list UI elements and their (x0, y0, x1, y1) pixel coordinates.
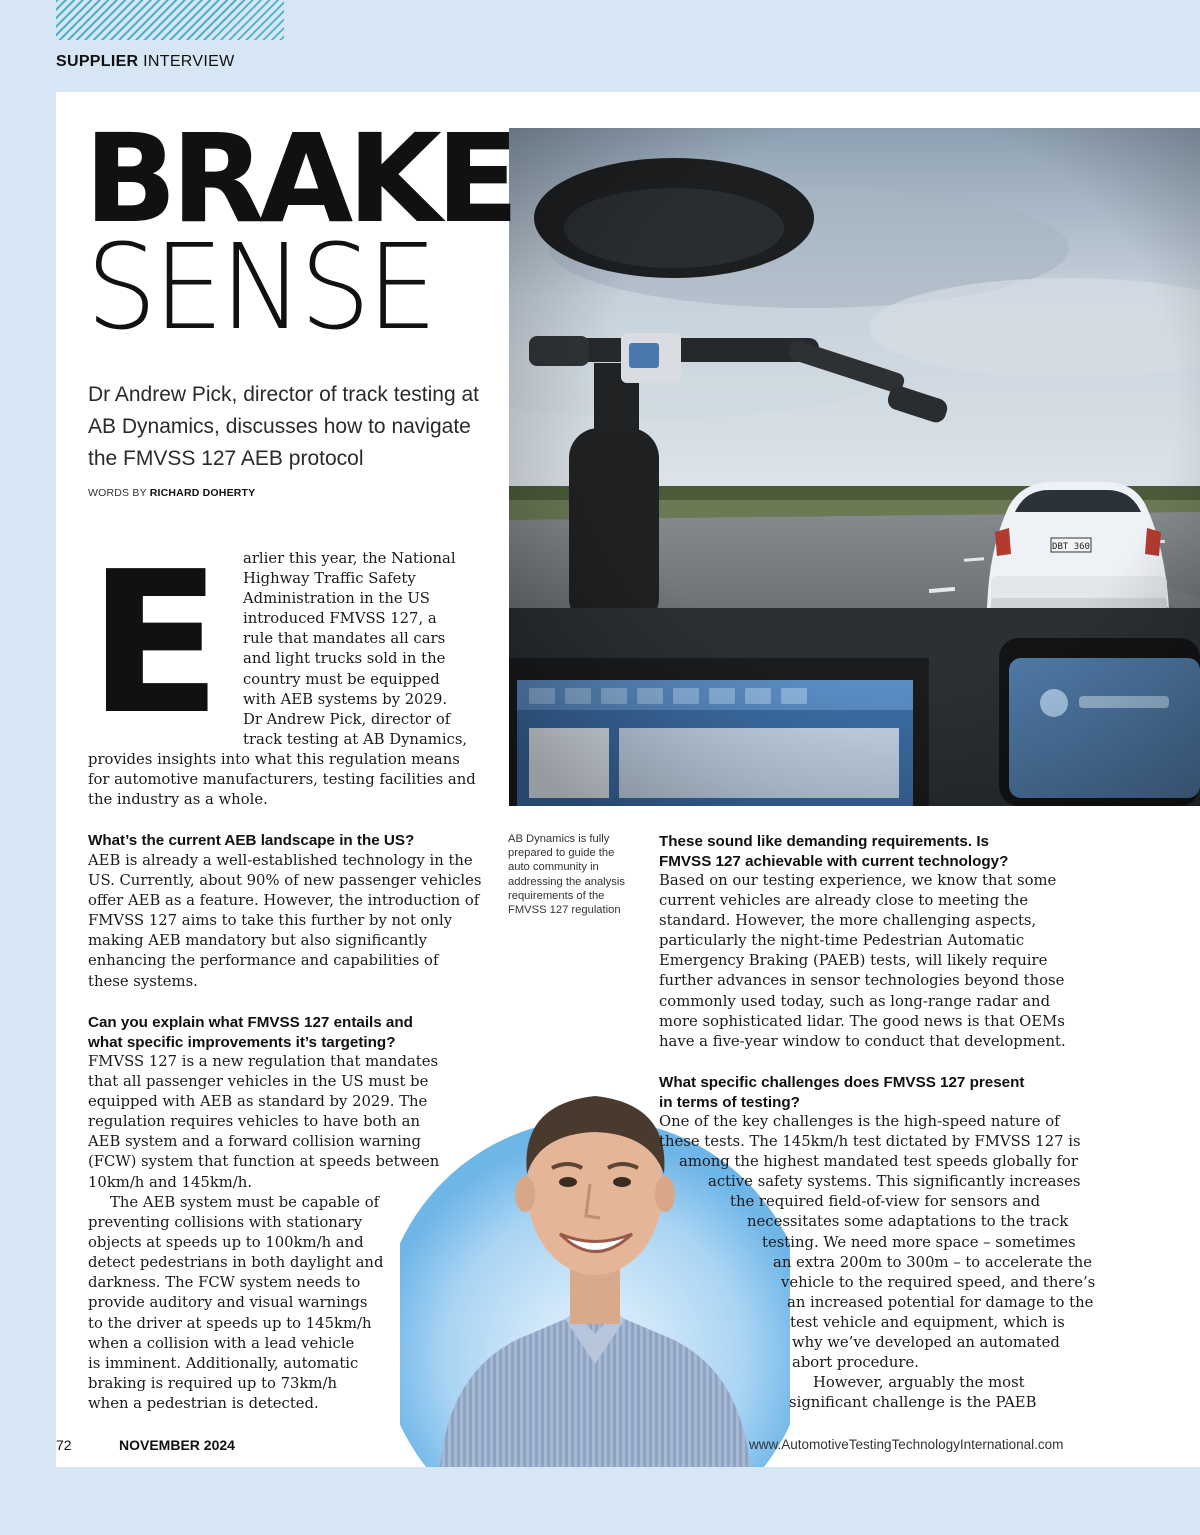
intro-full-lines (88, 750, 476, 810)
answer-line: Emergency Braking (PAEB) tests, will likely require (659, 952, 1048, 970)
intro-line: track testing at AB Dynamics, (243, 730, 468, 748)
answer-line: enhancing the performance and capabilities of (88, 952, 439, 970)
answer-line: (FCW) system that function at speeds between (88, 1153, 440, 1171)
photo-caption: AB Dynamics is fully prepared to guide the auto community in addressing the analysis requirements of the FMVSS 127 regulation (508, 833, 625, 917)
question-heading: What specific challenges does FMVSS 127 present in terms of testing? (659, 1074, 1025, 1111)
answer-line: AEB system and a forward collision warning (88, 1133, 421, 1151)
answer-line: braking is required up to 73km/h (88, 1374, 337, 1392)
answer-line: AEB is already a well-established technology in the (88, 852, 473, 869)
intro-indented-lines (243, 549, 467, 750)
decorative-hatch-band (56, 0, 284, 40)
answer-line: One of the key challenges is the high-speed nature of (659, 1113, 1060, 1130)
question-heading: What’s the current AEB landscape in the US? (88, 832, 415, 849)
answer-line: current vehicles are already close to meeting the (659, 892, 1029, 910)
intro-line: Dr Andrew Pick, director of (243, 710, 451, 728)
answer-line: provide auditory and visual warnings (88, 1294, 368, 1312)
answer-line: preventing collisions with stationary (88, 1214, 363, 1232)
answer-line: active safety systems. This significantly increases (708, 1173, 1081, 1191)
answer-line: 10km/h and 145km/h. (88, 1173, 253, 1191)
answer-line: commonly used today, such as long-range radar and (659, 992, 1051, 1010)
hero-photo-illustration (509, 128, 1200, 806)
intro-line: the industry as a whole. (88, 791, 268, 809)
answer-line: FMVSS 127 is a new regulation that mandates (88, 1053, 439, 1070)
intro-line: Highway Traffic Safety (243, 570, 416, 588)
answer-line: more sophisticated lidar. The good news is that OEMs (659, 1012, 1065, 1030)
website-url: www.AutomotiveTestingTechnologyInternational.com (749, 1437, 1064, 1452)
intro-line: Administration in the US (243, 590, 430, 608)
intro-line: country must be equipped (243, 670, 440, 688)
answer-line: particularly the night-time Pedestrian Automatic (659, 932, 1025, 950)
answer-line: making AEB mandatory but also significantly (88, 932, 428, 950)
answer-line: detect pedestrians in both daylight and (88, 1254, 384, 1272)
answer-line: abort procedure. (792, 1354, 919, 1372)
answer-line: to the driver at speeds up to 145km/h (88, 1314, 372, 1332)
answer-line: these systems. (88, 972, 198, 990)
answer-line: offer AEB as a feature. However, the introduction of (88, 892, 480, 910)
page-number: 72 (56, 1437, 72, 1453)
question-heading: Can you explain what FMVSS 127 entails and what specific improvements it’s targeting? (88, 1014, 413, 1051)
answer-line: However, arguably the most (813, 1374, 1025, 1392)
answer-line: is imminent. Additionally, automatic (88, 1354, 359, 1372)
question-heading: These sound like demanding requirements. Is FMVSS 127 achievable with current technology? (659, 833, 1009, 870)
answer-line: US. Currently, about 90% of new passenger vehicles (88, 872, 482, 890)
answer-line: among the highest mandated test speeds globally for (679, 1153, 1078, 1171)
intro-line: for automotive manufacturers, testing facilities and (88, 771, 476, 789)
answer-line: vehicle to the required speed, and there’s (781, 1273, 1096, 1291)
intro-line: provides insights into what this regulation means (88, 751, 460, 768)
answer-line: testing. We need more space – sometimes (762, 1233, 1076, 1251)
answer-line: these tests. The 145km/h test dictated by FMVSS 127 is (659, 1133, 1081, 1151)
intro-line: and light trucks sold in the (243, 650, 446, 668)
answer-line: darkness. The FCW system needs to (88, 1274, 361, 1292)
answer-line: equipped with AEB as standard by 2029. The (88, 1093, 428, 1111)
answer-line: why we’ve developed an automated (792, 1334, 1060, 1352)
answer-line: test vehicle and equipment, which is (790, 1313, 1065, 1331)
answer-body-wrapped (0, 1112, 1200, 1413)
answer-line: when a pedestrian is detected. (88, 1394, 319, 1412)
answer-line: an extra 200m to 300m – to accelerate the (773, 1253, 1093, 1271)
answer-line: regulation requires vehicles to have both an (88, 1113, 420, 1131)
headline-secondary: SENSE (86, 219, 434, 357)
answer-line: significant challenge is the PAEB (789, 1394, 1037, 1412)
intro-line: introduced FMVSS 127, a (243, 610, 437, 628)
answer-line: the required field-of-view for sensors and (730, 1193, 1041, 1211)
section-label: SUPPLIER INTERVIEW (56, 53, 235, 70)
answer-line: The AEB system must be capable of (110, 1194, 380, 1211)
byline: WORDS BY RICHARD DOHERTY (88, 487, 256, 499)
answer-line: have a five-year window to conduct that development. (659, 1032, 1066, 1050)
standfirst: Dr Andrew Pick, director of track testing at AB Dynamics, discusses how to navigate the FMVSS 127 AEB protocol (88, 383, 479, 470)
answer-line: standard. However, the more challenging aspects, (659, 912, 1037, 930)
answer-line: further advances in sensor technologies beyond those (659, 972, 1065, 990)
answer-line: Based on our testing experience, we know that some (659, 872, 1057, 889)
drop-cap: E (88, 530, 222, 758)
answer-line: objects at speeds up to 100km/h and (88, 1234, 364, 1252)
answer-line: when a collision with a lead vehicle (88, 1334, 355, 1352)
issue-date: NOVEMBER 2024 (119, 1437, 235, 1453)
answer-line: necessitates some adaptations to the track (747, 1213, 1069, 1231)
answer-line: an increased potential for damage to the (787, 1293, 1094, 1311)
hero-photo (509, 128, 1200, 806)
headline-primary: BRAKE (84, 108, 514, 250)
answer-line: that all passenger vehicles in the US must be (88, 1073, 429, 1091)
intro-line: rule that mandates all cars (243, 630, 446, 648)
intro-line: with AEB systems by 2029. (243, 690, 448, 708)
answer-body (659, 871, 1066, 1052)
answer-body (88, 851, 482, 992)
intro-line: arlier this year, the National (243, 550, 456, 567)
answer-line: FMVSS 127 aims to take this further by not only (88, 912, 453, 930)
